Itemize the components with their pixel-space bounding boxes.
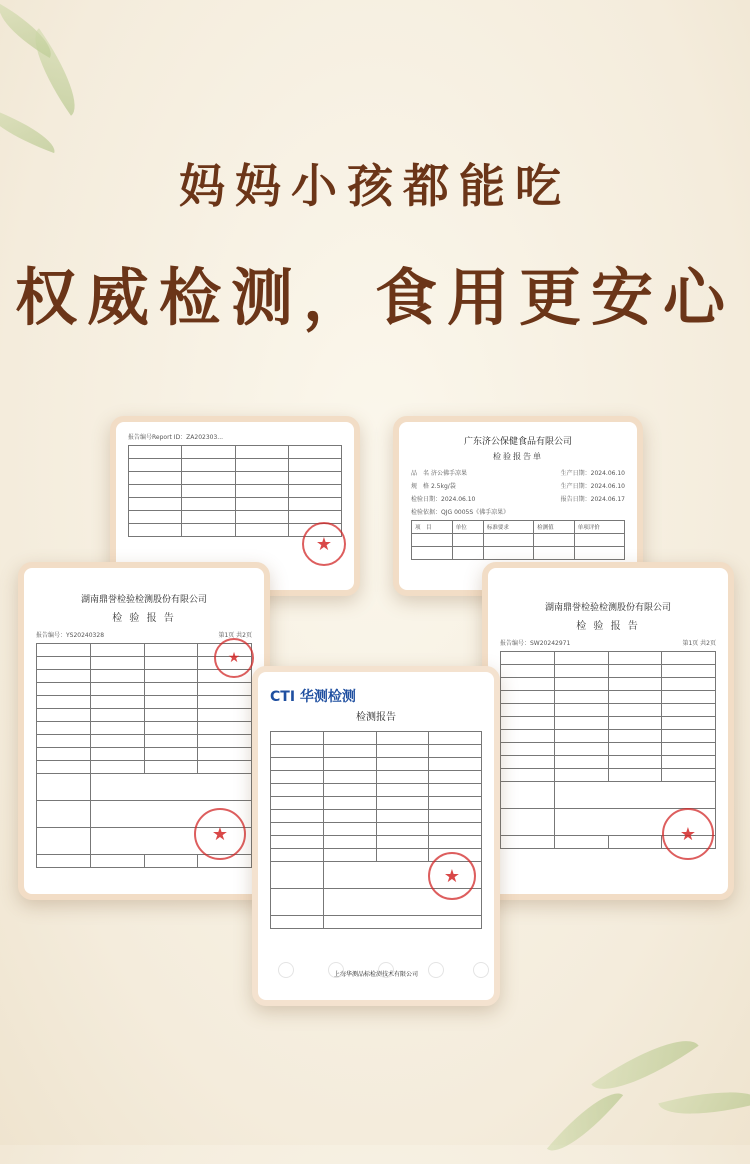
report-title: 检验报告单 [493, 452, 543, 461]
official-stamp: ★ [194, 808, 246, 860]
inspect-date-label: 检验日期： [411, 496, 442, 503]
watermark-icon [378, 962, 394, 978]
watermark-icon [473, 962, 489, 978]
spec-row [411, 481, 625, 490]
basis-value: QJG 0005S《佛手凉果》 [441, 509, 510, 516]
company-name: 湖南鼎誉检验检测股份有限公司 [80, 595, 207, 605]
results-table [411, 520, 625, 560]
report-card-mid-left [18, 562, 270, 900]
cti-logo: CTI 华测检测 [270, 689, 356, 705]
report-meta [128, 432, 342, 441]
production-date-label: 生产日期： [560, 470, 591, 477]
date2-value: 2024.06.10 [590, 483, 625, 490]
report-card-center [252, 666, 500, 1006]
watermark-icon [278, 962, 294, 978]
watermark-icon [328, 962, 344, 978]
report-date-label: 报告日期： [560, 496, 591, 503]
col-header: 检测值 [534, 521, 575, 534]
date2-label: 生产日期： [560, 483, 591, 490]
col-header: 标准要求 [483, 521, 533, 534]
watermark-icon [428, 962, 444, 978]
leaf-decoration [0, 107, 61, 153]
official-stamp: ★ [214, 638, 254, 678]
official-stamp: ★ [302, 522, 346, 566]
inspect-date-value: 2024.06.10 [441, 496, 476, 503]
report-card-mid-right [482, 562, 734, 900]
official-stamp: ★ [428, 852, 476, 900]
company-name: 湖南鼎誉检验检测股份有限公司 [544, 603, 671, 613]
product-row [411, 468, 625, 477]
product-value: 济公佛手凉果 [430, 470, 467, 477]
report-footer: 上海华测品标检测技术有限公司 [333, 971, 418, 978]
report-title: 检 验 报 告 [576, 621, 640, 632]
report-meta [500, 638, 716, 647]
report-title: 检测报告 [356, 712, 396, 723]
leaf-decoration [658, 1078, 750, 1129]
product-label: 品 名 [411, 470, 430, 477]
production-date-value: 2024.06.10 [590, 470, 625, 477]
col-header: 项 目 [412, 521, 453, 534]
report-number: 报告编号：YS20240328 [36, 632, 105, 639]
report-number: 报告编号：SW20242971 [500, 640, 571, 647]
leaf-decoration [547, 1080, 623, 1164]
col-header: 单项评价 [574, 521, 624, 534]
page-number: 第1页 共2页 [682, 640, 716, 647]
company-name: 广东济公保健食品有限公司 [463, 437, 572, 447]
report-meta [36, 630, 252, 639]
official-stamp: ★ [662, 808, 714, 860]
headline-line-1: 妈妈小孩都能吃 [179, 159, 571, 213]
headline-line-2: 权威检测，食用更安心 [14, 261, 735, 334]
report-table [128, 445, 342, 537]
basis-row [411, 507, 625, 516]
inspect-row [411, 494, 625, 503]
report-date-value: 2024.06.17 [590, 496, 625, 503]
report-number: 报告编号Report ID：ZA202303... [128, 434, 224, 441]
spec-value: 2.5kg/袋 [430, 483, 456, 490]
page-number: 第1页 共2页 [218, 632, 252, 639]
col-header: 单位 [452, 521, 483, 534]
report-title: 检 验 报 告 [112, 613, 176, 624]
spec-label: 规 格 [411, 483, 430, 490]
basis-label: 检验依据： [411, 509, 442, 516]
